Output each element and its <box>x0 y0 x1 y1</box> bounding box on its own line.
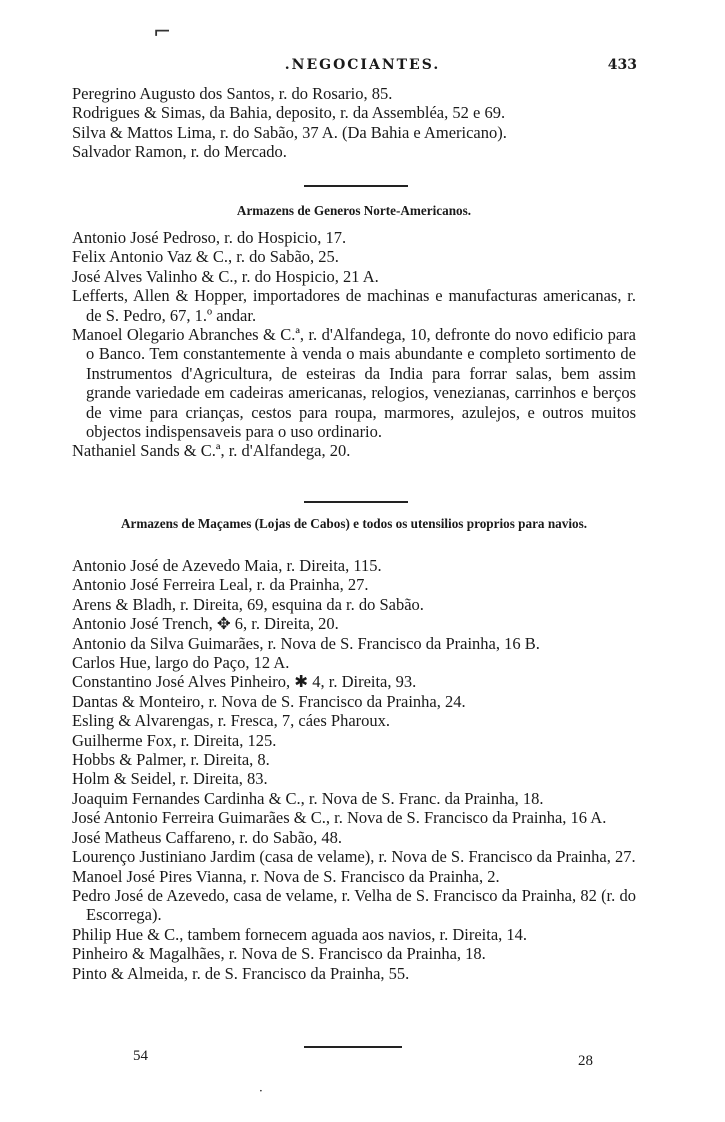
entry: Esling & Alvarengas, r. Fresca, 7, cáes Pharoux. <box>72 711 391 731</box>
section-entries <box>72 556 636 983</box>
section-heading: Armazens de Maçames (Lojas de Cabos) e todos os utensilios proprios para navios. <box>120 516 588 531</box>
page-number: 433 <box>607 57 637 73</box>
signature-mark: 28 <box>578 1053 593 1069</box>
running-header <box>0 57 725 81</box>
entry: Pedro José de Azevedo, casa de velame, r. Velha de S. Francisco da Prainha, 82 (r. do Escorrega). <box>72 885 636 925</box>
entry: Carlos Hue, largo do Paço, 12 A. <box>72 653 290 673</box>
entry: Manoel José Pires Vianna, r. Nova de S. Francisco da Prainha, 2. <box>72 866 500 886</box>
section-divider <box>304 185 408 187</box>
footer-divider <box>304 1046 402 1048</box>
entry: Manoel Olegario Abranches & C.ª, r. d'Alfandega, 10, defronte do novo edificio para o Banco. Tem constantemente à venda o mais abundante e completo sortimento de Instrumentos d'Agricultura, de esteiras da India para forrar salas, bem assim grande variedade em cadeiras americanas, relogios, venezianas, carrinhos e berços de vime para crianças, cestos para roupa, marmores, azulejos, e outros muitos objectos indispensaveis para o uso ordinario. <box>72 325 636 442</box>
entry: Peregrino Augusto dos Santos, r. do Rosario, 85. <box>72 84 393 103</box>
entry: Arens & Bladh, r. Direita, 69, esquina da r. do Sabão. <box>72 594 424 614</box>
entry: Joaquim Fernandes Cardinha & C., r. Nova de S. Franc. da Prainha, 18. <box>72 788 544 808</box>
signature-mark: 54 <box>133 1048 148 1064</box>
entry: Rodrigues & Simas, da Bahia, deposito, r. da Assembléa, 52 e 69. <box>72 103 506 123</box>
entry: Antonio José Pedroso, r. do Hospicio, 17. <box>72 228 347 247</box>
entry: Antonio José Ferreira Leal, r. da Prainha, 27. <box>72 575 369 595</box>
entry: Antonio José de Azevedo Maia, r. Direita, 115. <box>72 556 382 575</box>
entry: Dantas & Monteiro, r. Nova de S. Francisco da Prainha, 24. <box>72 691 466 711</box>
stray-mark: · <box>259 1084 263 1098</box>
section-entries <box>72 228 636 461</box>
entry: José Matheus Caffareno, r. do Sabão, 48. <box>72 827 343 847</box>
entry: Nathaniel Sands & C.ª, r. d'Alfandega, 20. <box>72 441 351 461</box>
entry: José Alves Valinho & C., r. do Hospicio, 21 A. <box>72 266 379 286</box>
entry: Antonio José Trench, ✥ 6, r. Direita, 20. <box>72 614 339 634</box>
entry: Felix Antonio Vaz & C., r. do Sabão, 25. <box>72 247 339 267</box>
continued-entries <box>72 84 636 162</box>
entry: Salvador Ramon, r. do Mercado. <box>72 142 287 162</box>
entry: Lourenço Justiniano Jardim (casa de velame), r. Nova de S. Francisco da Prainha, 27. <box>72 847 636 867</box>
entry: Holm & Seidel, r. Direita, 83. <box>72 769 268 789</box>
entry: Philip Hue & C., tambem fornecem aguada aos navios, r. Direita, 14. <box>72 924 528 944</box>
section-heading: Armazens de Generos Norte-Americanos. <box>236 203 472 218</box>
entry: Hobbs & Palmer, r. Direita, 8. <box>72 750 270 770</box>
entry: Antonio da Silva Guimarães, r. Nova de S. Francisco da Prainha, 16 B. <box>72 633 540 653</box>
entry: Pinheiro & Magalhães, r. Nova de S. Francisco da Prainha, 18. <box>72 944 486 964</box>
corner-mark: ⌐ <box>153 20 172 45</box>
entry: Silva & Mattos Lima, r. do Sabão, 37 A. (Da Bahia e Americano). <box>72 122 507 142</box>
section-divider <box>304 501 408 503</box>
entry: José Antonio Ferreira Guimarães & C., r. Nova de S. Francisco da Prainha, 16 A. <box>72 808 607 828</box>
entry: Constantino José Alves Pinheiro, ✱ 4, r. Direita, 93. <box>72 672 417 692</box>
running-title: .NEGOCIANTES. <box>284 57 441 73</box>
entry: Pinto & Almeida, r. de S. Francisco da Prainha, 55. <box>72 963 410 983</box>
entry: Lefferts, Allen & Hopper, importadores de machinas e manufacturas americanas, r. de S. Pedro, 67, 1.º andar. <box>72 286 636 325</box>
entry: Guilherme Fox, r. Direita, 125. <box>72 730 277 750</box>
